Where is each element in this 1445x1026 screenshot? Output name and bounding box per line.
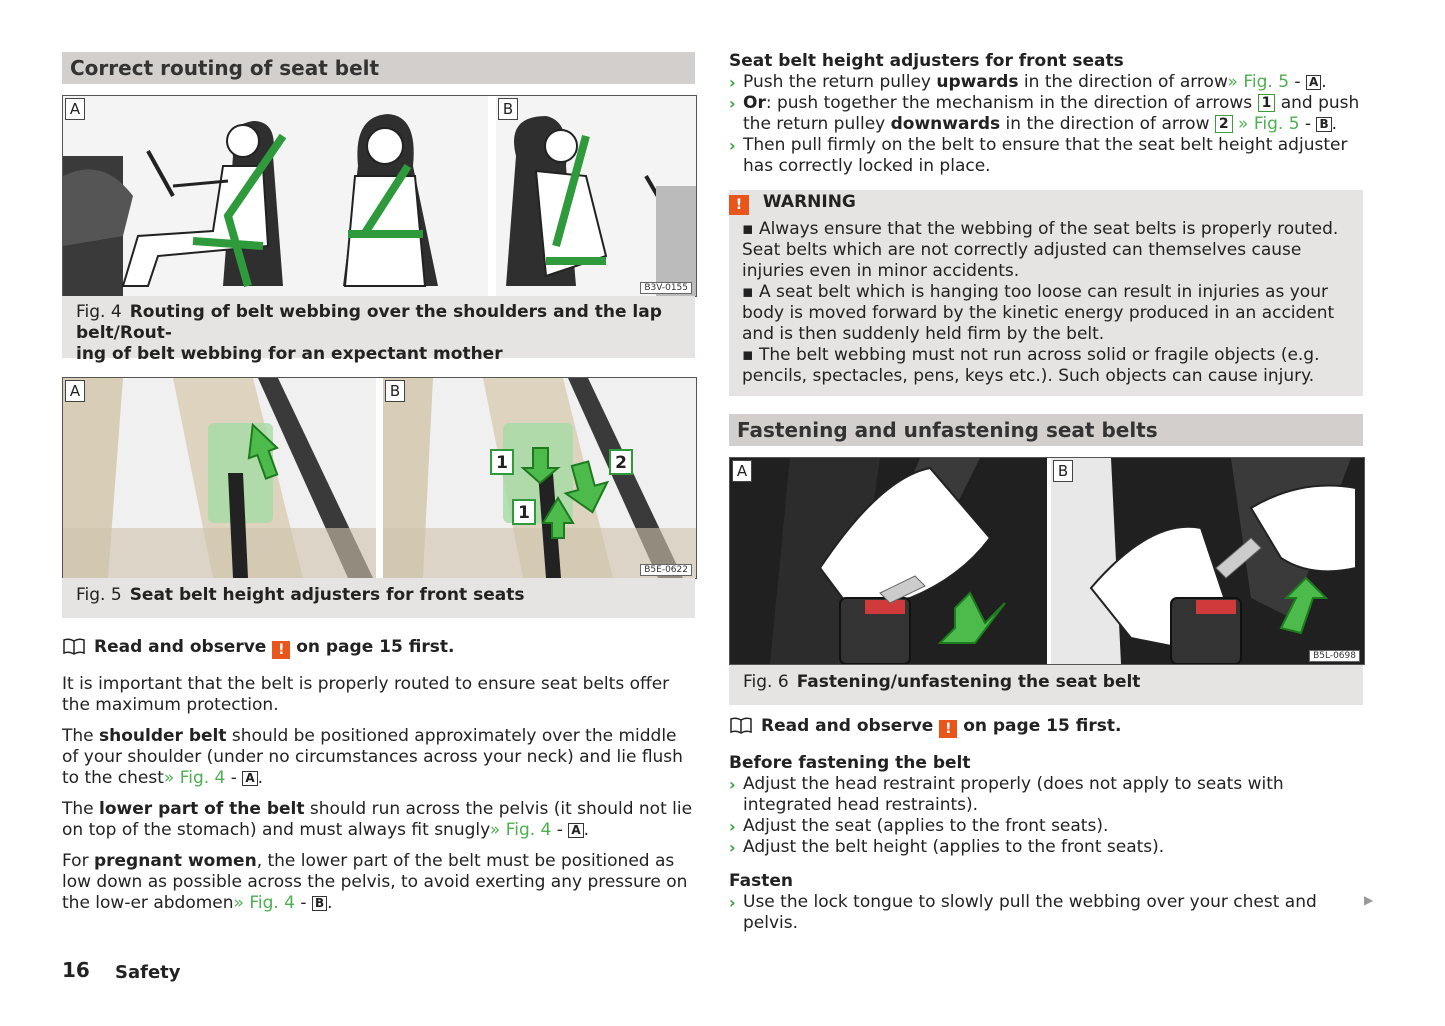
warning-item: ▪ Always ensure that the webbing of the seat belts is properly routed. Seat belts which are not correctly adjusted can themselves cause injuries even in minor accidents.: [742, 219, 1339, 281]
figure-6-caption-text: Fastening/unfastening the seat belt: [796, 672, 1141, 692]
read-observe-page-link[interactable]: on page 15 first.: [296, 637, 455, 657]
figure-5-marker-1b: 1: [518, 503, 530, 523]
paragraph-pregnant-women: For pregnant women, the lower part of the belt must be positioned as low down as possible across the pelvis, to avoid exerting any pressure on the low-er abdomen» Fig. 4 - B .: [62, 851, 688, 913]
figure-5-marker-2: 2: [615, 453, 627, 473]
figure-6-caption-num: Fig. 6: [743, 672, 789, 692]
figure-5-caption-num: Fig. 5: [76, 585, 122, 605]
page-number: 16: [62, 958, 90, 982]
read-observe-page-link[interactable]: on page 15 first.: [963, 716, 1122, 736]
before-fastening-title: Before fastening the belt: [729, 753, 971, 773]
warning-box: [729, 190, 1363, 396]
figure-5-caption: [62, 578, 695, 618]
warning-icon: !: [729, 195, 749, 215]
adjusters-step-1: › Push the return pulley upwards in the direction of arrow» Fig. 5 - A .: [729, 72, 1327, 92]
figure-6b-label: B: [1053, 460, 1073, 482]
fasten-title: Fasten: [729, 871, 793, 891]
before-step: › Adjust the seat (applies to the front seats).: [729, 816, 1109, 836]
figure-4-divider: [488, 96, 496, 296]
figure-5b-drawing: [383, 378, 696, 578]
read-observe-text: Read and observe: [761, 716, 934, 736]
fig-4-ref-link[interactable]: » Fig. 4: [233, 893, 295, 913]
warning-icon: !: [272, 641, 290, 659]
fig-4-ref-link[interactable]: » Fig. 4: [489, 820, 552, 840]
figure-5-marker-1a: 1: [496, 453, 508, 473]
figure-4b-label: B: [498, 98, 518, 120]
figure-4-panel-a: [63, 96, 488, 296]
figure-4-caption: [62, 296, 695, 364]
fig-4-ref-link[interactable]: » Fig. 4: [163, 768, 226, 788]
fig-5-ref-link[interactable]: » Fig. 5: [1227, 72, 1290, 92]
before-step: › Adjust the belt height (applies to the front seats).: [729, 837, 1165, 857]
figure-6-illustration: [729, 457, 1365, 665]
figure-4-caption-num: Fig. 4: [76, 302, 122, 322]
adjusters-step-3: › Then pull firmly on the belt to ensure that the seat belt height adjuster has correctly locked in place.: [729, 135, 1348, 176]
paragraph-shoulder-belt: The shoulder belt should be positioned approximately over the middle of your shoulder (under no circumstances across your neck) and lie flush to the chest» Fig. 4 - A .: [62, 726, 683, 788]
warning-item: ▪ The belt webbing must not run across solid or fragile objects (e.g. pencils, spectacles, pens, keys etc.). Such objects can cause injury.: [742, 345, 1320, 386]
section-name: Safety: [115, 962, 181, 983]
figure-6a-label: A: [732, 460, 752, 482]
warning-icon: !: [939, 720, 957, 738]
figure-4-caption-text-2: ing of belt webbing for an expectant mother: [76, 344, 503, 364]
continue-arrow-icon: ▶: [1364, 893, 1374, 907]
figure-4-caption-text: Routing of belt webbing over the shoulders and the lap belt/Rout-: [76, 302, 662, 343]
adjusters-block: [729, 50, 1363, 177]
figure-5-divider: [376, 378, 383, 578]
book-icon: [62, 637, 86, 661]
figure-5b-label: B: [385, 380, 405, 402]
figure-5-panel-b: [383, 378, 696, 578]
figure-5a-drawing: [63, 378, 376, 578]
figure-4a-label: A: [65, 98, 85, 120]
paragraph-protection: It is important that the belt is properly routed to ensure seat belts offer the maximum protection.: [62, 674, 670, 715]
figure-6a-drawing: [730, 458, 1047, 664]
read-observe-text: Read and observe: [94, 637, 267, 657]
paragraph-lower-belt: The lower part of the belt should run across the pelvis (it should not lie on top of the stomach) and must always fit snugly» Fig. 4 - A .: [62, 799, 693, 840]
warning-header: [729, 190, 1363, 215]
book-icon: [729, 716, 753, 740]
figure-4-panel-b: [496, 96, 696, 296]
figure-6-panel-b: [1051, 458, 1364, 664]
adjusters-step-2: › Or: push together the mechanism in the direction of arrows 1 and push the return pulley downwards in the direction of arrow 2 » Fig. 5 - B .: [729, 93, 1360, 134]
figure-6-caption: [729, 665, 1363, 705]
section-heading-routing: Correct routing of seat belt: [62, 52, 695, 84]
figure-4-illustration: [62, 95, 697, 297]
fasten-block: [729, 871, 1363, 934]
figure-5a-label: A: [65, 380, 85, 402]
warning-item: ▪ A seat belt which is hanging too loose can result in injuries as your body is moved forward by the kinetic energy produced in an accident and is then suddenly held firm by the belt.: [742, 282, 1335, 344]
before-step: › Adjust the head restraint properly (does not apply to seats with integrated head restraints).: [729, 774, 1284, 815]
section-heading-fastening: Fastening and unfastening seat belts: [729, 414, 1363, 446]
warning-title: WARNING: [762, 192, 856, 212]
figure-5-illustration: [62, 377, 697, 579]
figure-6b-drawing: [1051, 458, 1364, 664]
read-observe-left: [62, 636, 695, 661]
figure-6-panel-a: [730, 458, 1047, 664]
figure-4-code: B3V-0155: [640, 282, 692, 294]
figure-5-code: B5E-0622: [640, 564, 692, 576]
fasten-step: › Use the lock tongue to slowly pull the webbing over your chest and pelvis.: [729, 892, 1317, 933]
adjusters-title: Seat belt height adjusters for front seats: [729, 51, 1124, 71]
figure-5-panel-a: [63, 378, 376, 578]
read-observe-right: [729, 715, 1363, 740]
figure-4b-drawing: [496, 96, 696, 296]
figure-6-code: B5L-0698: [1309, 650, 1360, 662]
figure-5-caption-text: Seat belt height adjusters for front seats: [129, 585, 525, 605]
before-fastening-block: [729, 753, 1363, 858]
figure-4a-drawing: [63, 96, 488, 296]
fig-5-ref-link[interactable]: » Fig. 5: [1232, 114, 1300, 134]
